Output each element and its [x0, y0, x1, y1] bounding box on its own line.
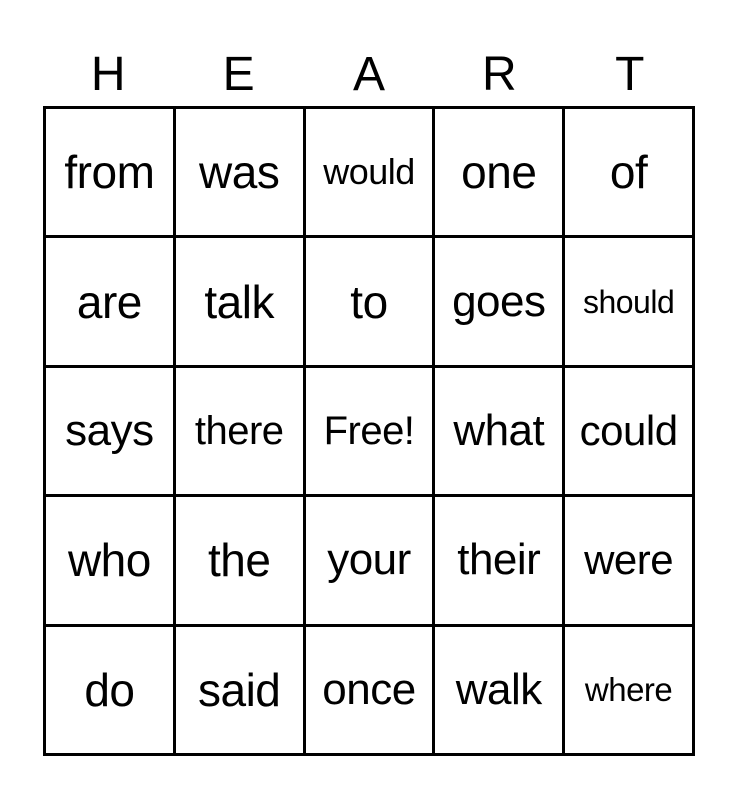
header-letter-r: R [482, 48, 517, 101]
free-space-cell: Free! [306, 368, 436, 497]
bingo-cell: goes [435, 238, 565, 367]
bingo-cell: their [435, 497, 565, 626]
bingo-cell: said [176, 627, 306, 756]
bingo-cell: the [176, 497, 306, 626]
bingo-cell: was [176, 109, 306, 238]
bingo-cell: talk [176, 238, 306, 367]
bingo-cell: should [565, 238, 695, 367]
bingo-cell: who [46, 497, 176, 626]
bingo-cell: where [565, 627, 695, 756]
bingo-cell: do [46, 627, 176, 756]
bingo-cell: there [176, 368, 306, 497]
bingo-cell: once [306, 627, 436, 756]
header-letter-e: E [222, 48, 255, 101]
bingo-cell: walk [435, 627, 565, 756]
bingo-cell: were [565, 497, 695, 626]
header-letter-t: T [615, 48, 645, 101]
bingo-cell: one [435, 109, 565, 238]
bingo-cell: could [565, 368, 695, 497]
bingo-card-grid [43, 106, 695, 756]
bingo-cell: your [306, 497, 436, 626]
bingo-cell: from [46, 109, 176, 238]
header-letter-a: A [352, 48, 385, 101]
bingo-cell: would [306, 109, 436, 238]
bingo-header [43, 44, 695, 106]
bingo-cell: are [46, 238, 176, 367]
bingo-cell: what [435, 368, 565, 497]
bingo-cell: says [46, 368, 176, 497]
header-letter-h: H [90, 48, 126, 101]
bingo-cell: to [306, 238, 436, 367]
bingo-cell: of [565, 109, 695, 238]
